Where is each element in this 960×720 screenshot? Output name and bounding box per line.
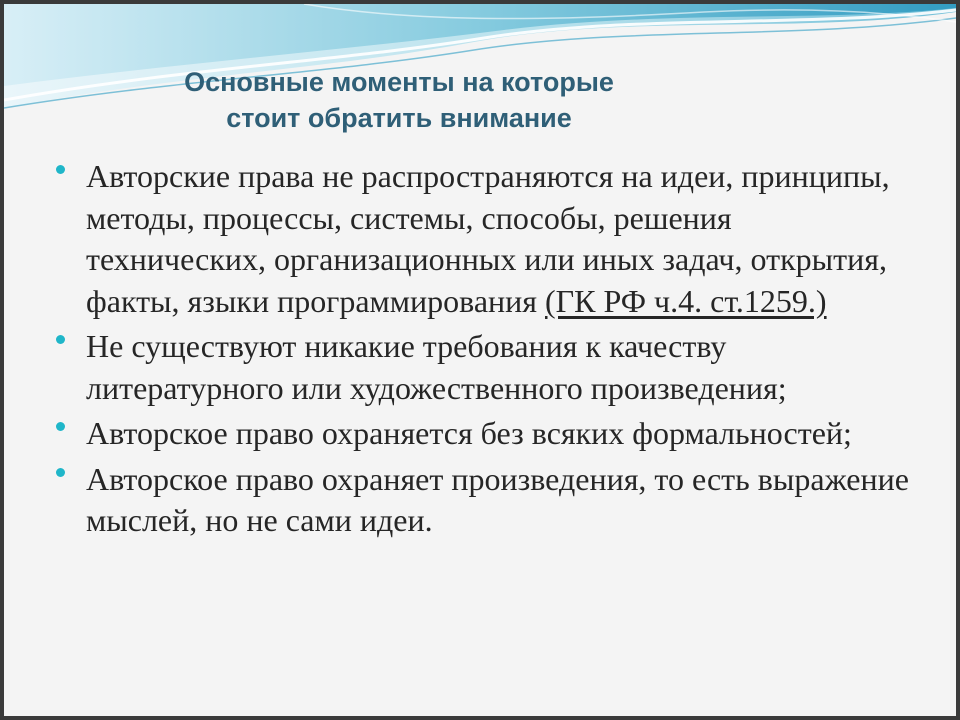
title-line-2: стоит обратить внимание <box>226 103 572 133</box>
bullet-item <box>4 413 956 455</box>
bullet-icon <box>56 422 65 431</box>
law-reference-link[interactable]: (ГК РФ ч.4. ст.1259.) <box>545 282 827 319</box>
bullet-icon <box>56 335 65 344</box>
bullet-icon <box>56 165 65 174</box>
bullet-text: Не существуют никакие требования к качеству литературного или художественного произведения; <box>86 328 787 406</box>
bullet-icon <box>56 468 65 477</box>
bullet-item <box>4 326 956 409</box>
bullet-text: Авторские права не распространяются на идеи, принципы, методы, процессы, системы, способы, решения технических, организационных или иных задач, открытия, факты, языки программирования <box>86 158 890 319</box>
bullet-text: Авторское право охраняет произведения, то есть выражение мыслей, но не сами идеи. <box>86 460 909 538</box>
slide <box>4 4 956 716</box>
slide-title <box>104 64 694 136</box>
bullet-list <box>4 156 956 546</box>
bullet-item <box>4 156 956 322</box>
bullet-item <box>4 459 956 542</box>
bullet-text: Авторское право охраняется без всяких формальностей; <box>86 415 852 451</box>
title-line-1: Основные моменты на которые <box>184 67 614 97</box>
